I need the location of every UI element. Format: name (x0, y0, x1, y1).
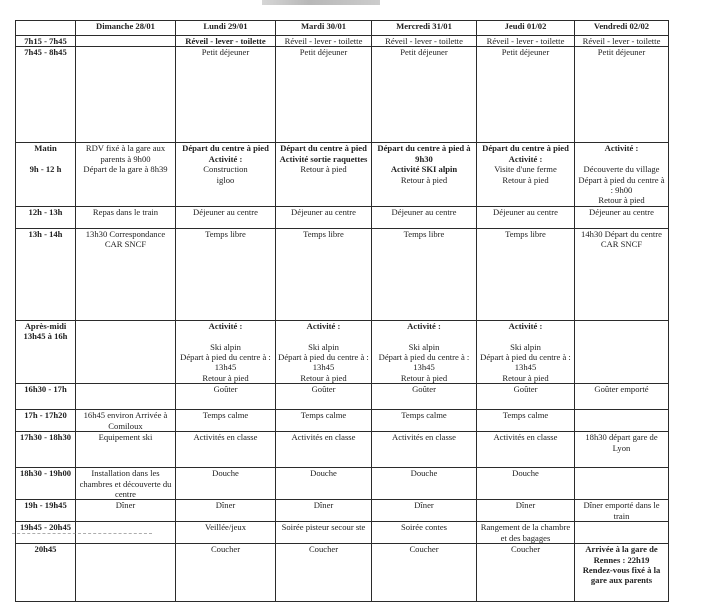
activity-cell-tuesday (276, 320, 372, 383)
time-slot-label: 13h - 14h (28, 228, 63, 239)
day-header-sunday: Dimanche 28/01 (76, 21, 176, 36)
activity-cell-thursday (477, 522, 575, 544)
activity-text: Equipement ski (98, 432, 153, 443)
activity-cell-sunday (76, 320, 176, 383)
activity-cell-friday (575, 47, 669, 143)
activity-text: Départ à pied du centre à : 13h45 (480, 352, 571, 373)
activity-text: Temps libre (505, 228, 546, 239)
activity-cell-wednesday (372, 228, 477, 320)
activity-text: Départ du centre à pied (280, 143, 367, 154)
schedule-row (16, 410, 669, 432)
activity-cell-thursday (477, 320, 575, 383)
activity-text: Départ à pied du centre à : 13h45 (378, 352, 470, 373)
activity-text: Découverte du village (583, 164, 660, 175)
activity-text: Retour à pied (202, 372, 249, 383)
activity-cell-thursday (477, 432, 575, 468)
activity-text (278, 331, 369, 341)
activity-text: Petit déjeuner (400, 47, 448, 58)
day-header-thursday: Jeudi 01/02 (477, 21, 575, 36)
activity-cell-tuesday (276, 36, 372, 47)
time-slot-label: 7h15 - 7h45 (24, 36, 67, 46)
activity-text: Retour à pied (598, 195, 645, 206)
activity-text: 14h30 Départ du centre CAR SNCF (581, 228, 662, 250)
activity-text: Temps calme (202, 410, 249, 421)
activity-text: Douche (212, 468, 239, 479)
activity-cell-sunday (76, 544, 176, 602)
activity-cell-tuesday (276, 143, 372, 206)
activity-cell-sunday (76, 384, 176, 410)
activity-text: Déjeuner au centre (391, 206, 457, 217)
activity-cell-monday (176, 410, 276, 432)
activity-cell-wednesday (372, 432, 477, 468)
activity-text: Déjeuner au centre (493, 206, 558, 217)
activity-cell-friday (575, 432, 669, 468)
activity-text: Installation dans les chambres et découverte du centre (79, 468, 172, 499)
activity-text: Retour à pied (502, 372, 549, 383)
activity-text: Activités en classe (493, 432, 558, 443)
activity-cell-monday (176, 228, 276, 320)
schedule-row (16, 468, 669, 500)
activity-cell-monday (176, 206, 276, 228)
activity-cell-tuesday (276, 410, 372, 432)
activity-cell-wednesday (372, 468, 477, 500)
activity-text: Goûter (311, 384, 336, 395)
activity-cell-wednesday (372, 143, 477, 206)
activity-text: Rendez-vous fixé à la gare aux parents (582, 564, 661, 586)
schedule-row (16, 384, 669, 410)
activity-cell-monday (176, 143, 276, 206)
activity-text (178, 331, 273, 341)
activity-text: Goûter (513, 384, 538, 395)
time-slot-label: 19h45 - 20h45 (19, 522, 72, 533)
activity-cell-wednesday (372, 206, 477, 228)
activity-text: Coucher (210, 544, 241, 555)
activity-cell-monday (176, 544, 276, 602)
activity-text: Dîner (515, 500, 536, 511)
header-corner (16, 21, 76, 36)
activity-text: Déjeuner au centre (291, 206, 356, 217)
schedule-row (16, 228, 669, 320)
activity-text: Activité : (508, 153, 543, 164)
time-slot-label: 17h - 17h20 (24, 410, 67, 421)
activity-text: Temps calme (401, 410, 447, 421)
activity-text: Rangement de la chambre et des bagages (480, 522, 571, 543)
activity-cell-thursday (477, 36, 575, 47)
schedule-table (15, 20, 669, 602)
activity-cell-wednesday (372, 410, 477, 432)
activity-text: Activités en classe (193, 432, 258, 443)
header-row (16, 21, 669, 36)
day-header-monday: Lundi 29/01 (176, 21, 276, 36)
activity-cell-thursday (477, 544, 575, 602)
activity-cell-friday (575, 410, 669, 432)
schedule-body (16, 36, 669, 602)
activity-text: Activité : (208, 153, 243, 164)
time-slot-cell (16, 206, 76, 228)
activity-cell-friday (575, 143, 669, 206)
activity-cell-sunday (76, 410, 176, 432)
activity-text: Départ du centre à pied (182, 143, 269, 154)
activity-text: Départ de la gare à 8h39 (83, 164, 168, 175)
activity-cell-monday (176, 47, 276, 143)
activity-text: Réveil - lever - toilette (486, 36, 565, 46)
schedule-row (16, 432, 669, 468)
activity-text: RDV fixé à la gare aux parents à 9h00 (85, 143, 166, 164)
activity-text: Départ à pied du centre à : 9h00 (578, 174, 665, 196)
schedule-row (16, 500, 669, 522)
activity-text: Dîner (313, 500, 334, 511)
activity-text (577, 154, 666, 164)
activity-text: Veillée/jeux (204, 522, 247, 533)
activity-text: Activité sortie raquettes (279, 153, 368, 164)
activity-text: Retour à pied (300, 372, 347, 383)
activity-text: Déjeuner au centre (193, 206, 258, 217)
activity-cell-friday (575, 228, 669, 320)
schedule-row (16, 206, 669, 228)
schedule-row (16, 36, 669, 47)
activity-cell-sunday (76, 468, 176, 500)
activity-cell-monday (176, 500, 276, 522)
activity-cell-thursday (477, 47, 575, 143)
activity-text: Douche (512, 468, 539, 479)
time-slot-label: 12h - 13h (28, 206, 63, 217)
activity-cell-tuesday (276, 384, 372, 410)
activity-cell-thursday (477, 384, 575, 410)
scan-artifact (262, 0, 380, 5)
activity-text (479, 331, 572, 341)
activity-cell-tuesday (276, 228, 372, 320)
activity-text: Départ à pied du centre à : 13h45 (278, 352, 369, 373)
activity-text: Douche (410, 468, 438, 479)
time-slot-cell (16, 36, 76, 47)
activity-text: Activités en classe (291, 432, 356, 443)
time-slot-cell (16, 320, 76, 383)
time-slot-label: 20h45 (34, 544, 57, 555)
activity-text: Goûter emporté (594, 384, 649, 395)
activity-text: Départ du centre à pied (482, 143, 569, 154)
activity-text: Ski alpin (308, 341, 339, 352)
activity-text: Déjeuner au centre (589, 206, 654, 217)
activity-text: Coucher (308, 544, 339, 555)
activity-text: Dîner (115, 500, 136, 511)
activity-text: Coucher (510, 544, 541, 555)
activity-text: Petit déjeuner (597, 47, 646, 58)
activity-cell-tuesday (276, 468, 372, 500)
time-slot-cell (16, 468, 76, 500)
activity-text: Visite d'une ferme (494, 164, 557, 175)
day-header-tuesday: Mardi 30/01 (276, 21, 372, 36)
activity-cell-friday (575, 206, 669, 228)
activity-cell-thursday (477, 143, 575, 206)
activity-cell-thursday (477, 468, 575, 500)
activity-cell-sunday (76, 228, 176, 320)
activity-text: Temps calme (300, 410, 347, 421)
activity-text: Départ du centre à pied à 9h30 (377, 143, 471, 164)
activity-text: Arrivée à la gare de Rennes : 22h19 (585, 544, 658, 565)
day-header-friday: Vendredi 02/02 (575, 21, 669, 36)
schedule-row (16, 47, 669, 143)
activity-cell-friday (575, 384, 669, 410)
activity-cell-sunday (76, 36, 176, 47)
activity-cell-thursday (477, 410, 575, 432)
activity-text: Dîner emporté dans le train (583, 500, 660, 521)
activity-text: Retour à pied (400, 372, 448, 383)
activity-cell-friday (575, 544, 669, 602)
activity-text: Repas dans le train (92, 206, 159, 217)
activity-cell-tuesday (276, 206, 372, 228)
time-slot-label: 17h30 - 18h30 (19, 432, 72, 443)
activity-cell-sunday (76, 206, 176, 228)
activity-cell-sunday (76, 143, 176, 206)
activity-text: Activité : (306, 320, 341, 331)
activity-text: Activité SKI alpin (390, 164, 458, 175)
activity-cell-tuesday (276, 522, 372, 544)
activity-text (374, 331, 474, 341)
activity-text: Temps calme (502, 410, 549, 421)
time-slot-cell (16, 410, 76, 432)
activity-text: Temps libre (205, 228, 246, 239)
activity-text: Réveil - lever - toilette (284, 36, 363, 46)
activity-text: Ski alpin (408, 341, 440, 352)
activity-text: Ski alpin (510, 341, 541, 352)
time-slot-cell (16, 500, 76, 522)
activity-text: Temps libre (403, 228, 445, 239)
activity-cell-wednesday (372, 544, 477, 602)
activity-text: Activité : (508, 320, 543, 331)
activity-text: 13h30 Correspondance CAR SNCF (85, 228, 166, 250)
activity-cell-thursday (477, 206, 575, 228)
activity-cell-sunday (76, 47, 176, 143)
activity-text: Petit déjeuner (299, 47, 348, 58)
activity-text: Construction (203, 164, 248, 175)
activity-cell-thursday (477, 500, 575, 522)
activity-cell-monday (176, 468, 276, 500)
activity-text: igloo (216, 174, 235, 185)
activity-cell-wednesday (372, 384, 477, 410)
activity-text: 18h30 départ gare de Lyon (585, 432, 658, 453)
activity-cell-thursday (477, 228, 575, 320)
activity-text: Réveil - lever - toilette (582, 36, 661, 46)
time-slot-cell (16, 143, 76, 206)
activity-cell-tuesday (276, 544, 372, 602)
activity-cell-friday (575, 500, 669, 522)
activity-text: Réveil - lever - toilette (185, 36, 266, 46)
time-slot-label: 19h - 19h45 (24, 500, 67, 511)
activity-cell-tuesday (276, 500, 372, 522)
activity-text: Activités en classe (392, 432, 456, 443)
activity-text: Retour à pied (300, 164, 347, 175)
activity-cell-monday (176, 384, 276, 410)
schedule-row (16, 143, 669, 206)
activity-text: Activité : (604, 143, 639, 154)
activity-cell-monday (176, 36, 276, 47)
activity-text: Coucher (409, 544, 439, 555)
time-slot-label: Après-midi 13h45 à 16h (23, 320, 68, 342)
activity-cell-tuesday (276, 47, 372, 143)
schedule-header (16, 21, 669, 36)
activity-cell-friday (575, 320, 669, 383)
time-slot-label: Matin 9h - 12 h (29, 143, 62, 175)
schedule-row (16, 320, 669, 383)
activity-text: Dîner (215, 500, 236, 511)
schedule-row (16, 544, 669, 602)
activity-text: Activité : (407, 320, 441, 331)
activity-text: 16h45 environ Arrivée à Comiloux (83, 410, 168, 431)
time-slot-cell (16, 228, 76, 320)
time-slot-label: 7h45 - 8h45 (24, 47, 67, 58)
activity-text: Goûter (213, 384, 238, 395)
activity-text: Petit déjeuner (501, 47, 550, 58)
activity-cell-sunday (76, 500, 176, 522)
activity-text: Douche (310, 468, 337, 479)
activity-cell-friday (575, 522, 669, 544)
scan-artifact (12, 533, 152, 538)
activity-cell-wednesday (372, 47, 477, 143)
activity-text: Goûter (412, 384, 436, 395)
activity-cell-friday (575, 468, 669, 500)
activity-cell-monday (176, 522, 276, 544)
activity-cell-monday (176, 432, 276, 468)
activity-text: Petit déjeuner (201, 47, 250, 58)
activity-text: Activité : (208, 320, 243, 331)
time-slot-label: 16h30 - 17h (24, 384, 67, 395)
time-slot-cell (16, 384, 76, 410)
activity-cell-sunday (76, 432, 176, 468)
activity-cell-wednesday (372, 522, 477, 544)
activity-cell-friday (575, 36, 669, 47)
activity-cell-wednesday (372, 36, 477, 47)
activity-text: Retour à pied (400, 174, 448, 185)
activity-text: Temps libre (303, 228, 344, 239)
activity-cell-tuesday (276, 432, 372, 468)
time-slot-label: 18h30 - 19h00 (19, 468, 72, 479)
activity-cell-wednesday (372, 500, 477, 522)
activity-text: Réveil - lever - toilette (385, 36, 463, 46)
day-header-wednesday: Mercredi 31/01 (372, 21, 477, 36)
time-slot-cell (16, 432, 76, 468)
activity-cell-wednesday (372, 320, 477, 383)
activity-text: Ski alpin (210, 341, 241, 352)
activity-text: Dîner (414, 500, 434, 511)
time-slot-cell (16, 544, 76, 602)
activity-text: Soirée contes (400, 522, 448, 533)
activity-text: Retour à pied (502, 174, 549, 185)
activity-cell-monday (176, 320, 276, 383)
activity-text: Soirée pisteur secour ste (281, 522, 366, 533)
time-slot-cell (16, 47, 76, 143)
activity-text: Départ à pied du centre à : 13h45 (180, 352, 271, 373)
